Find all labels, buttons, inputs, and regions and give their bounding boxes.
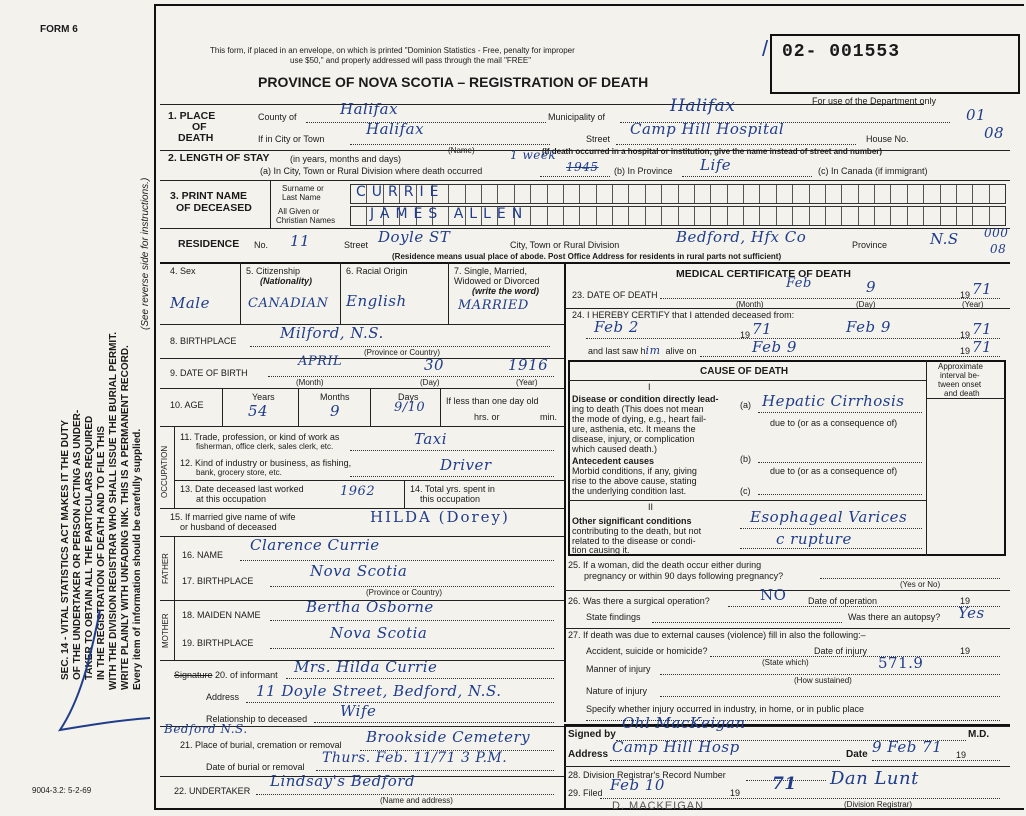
last-saw-text: and last saw h [588, 346, 646, 356]
last-saw-value: Feb 9 [752, 338, 797, 356]
total-years-label-2: this occupation [420, 494, 481, 504]
cert-address-label: Address [568, 749, 609, 760]
registrar-stamp: D. MACKEIGAN [612, 800, 705, 812]
dotted-line [610, 760, 840, 761]
to-year-prefix: 19 [960, 330, 971, 340]
undertaker-hint: (Name and address) [380, 796, 453, 805]
mother-side-label: MOTHER [161, 613, 170, 648]
direct-label-4: ure, asthenia, etc. It means the [572, 424, 696, 434]
form-code: 9004-3.2: 5-2-69 [32, 786, 92, 795]
birthplace-label: 8. BIRTHPLACE [170, 336, 237, 346]
row-line [160, 150, 1010, 151]
dept-code-3: 000 [984, 226, 1009, 240]
sidebar-line-2: OF THE UNDERTAKER OR PERSON ACTING AS UNDER- [72, 409, 83, 680]
mother-birthplace-value: Nova Scotia [330, 624, 428, 642]
citizenship-label-1: 5. Citizenship [246, 266, 301, 276]
trade-value: Taxi [414, 430, 448, 448]
from-year-prefix: 19 [740, 330, 751, 340]
sidebar-line-1: SEC. 14 - VITAL STATISTICS ACT MAKES IT THE DUTY [60, 419, 71, 680]
dotted-line [316, 770, 554, 771]
age-years-value: 54 [248, 402, 269, 420]
part-one-label: I [648, 382, 651, 392]
dept-code-1: 01 [966, 106, 987, 124]
dod-year-hint: (Year) [962, 300, 984, 309]
other-label-3: related to the disease or condi- [572, 536, 696, 546]
stay-b-value: Life [700, 156, 732, 174]
filed-year-prefix: 19 [730, 788, 741, 798]
sidebar-line-5: WITH THE DIVISION REGISTRAR WHO SHALL ISSUE THE BURIAL PERMIT. [108, 332, 119, 690]
dod-day-hint: (Day) [856, 300, 876, 309]
undertaker-value: Lindsay's Bedford [270, 772, 416, 790]
antecedent-label-4: the underlying condition last. [572, 486, 687, 496]
q25-hint: (Yes or No) [900, 580, 941, 589]
findings-label: State findings [586, 612, 641, 622]
birthplace-hint: (Province or Country) [364, 348, 441, 357]
dotted-line [700, 356, 1000, 357]
sex-label: 4. Sex [170, 266, 196, 276]
stay-label: 2. LENGTH OF STAY [168, 152, 270, 164]
col-line [270, 180, 271, 228]
dob-year: 1916 [508, 356, 549, 374]
filed-year: 71 [772, 774, 797, 794]
row-line [926, 398, 1006, 399]
antecedent-label-3: rise to the above cause, stating [572, 476, 697, 486]
state-which-hint: (State which) [762, 658, 809, 667]
citizenship-label-2: (Nationality) [260, 276, 313, 286]
burial-date-value: Thurs. Feb. 11/71 3 P.M. [322, 750, 508, 766]
last-saw-label [588, 346, 697, 356]
age-years-label: Years [252, 392, 275, 402]
dod-month: Feb [786, 276, 812, 291]
operation-date-label: Date of operation [808, 596, 878, 606]
col-line [298, 388, 299, 426]
stay-b-label: (b) In Province [614, 166, 673, 176]
place-label-1: 1. PLACE [168, 110, 216, 122]
occupation-side-label: OCCUPATION [160, 445, 169, 498]
father-name-value: Clarence Currie [250, 536, 380, 554]
burial-place-value: Brookside Cemetery [366, 728, 531, 746]
other-value-2: c rupture [776, 530, 852, 548]
last-worked-label-1: 13. Date deceased last worked [180, 484, 304, 494]
row-line [564, 766, 1010, 767]
father-side-label: FATHER [161, 553, 170, 584]
direct-label-3: the mode of dying, e.g., heart fail- [572, 414, 707, 424]
residence-province-value: N.S [930, 230, 959, 248]
sidebar-line-7: Every item of information should be carefully supplied. [132, 428, 143, 690]
birthplace-value: Milford, N.S. [280, 324, 384, 342]
last-saw-suffix: alive on [665, 346, 697, 356]
father-name-label: 16. NAME [182, 550, 224, 560]
col-line [448, 262, 449, 324]
dept-use-label: For use of the Department only [812, 96, 937, 106]
dotted-line [682, 176, 812, 177]
dotted-line [820, 578, 1000, 579]
stay-c-label: (c) In Canada (if immigrant) [818, 166, 928, 176]
place-label-2: OF [192, 121, 207, 133]
dotted-line [758, 462, 922, 463]
dotted-line [740, 548, 922, 549]
municipality-value: Halifax [670, 96, 736, 116]
injury-date-label: Date of injury [814, 646, 868, 656]
medical-title: MEDICAL CERTIFICATE OF DEATH [676, 268, 851, 280]
age-label: 10. AGE [170, 400, 204, 410]
dotted-line [616, 144, 856, 145]
dept-code-2: 08 [984, 124, 1005, 142]
cause-a-value: Hepatic Cirrhosis [762, 392, 905, 410]
row-line [160, 388, 564, 389]
attended-from: Feb 2 [594, 318, 639, 336]
direct-label-2: ing to death (This does not mean [572, 404, 704, 414]
given-label-2: Christian Names [276, 216, 336, 225]
dotted-line [652, 622, 842, 623]
surname-label-2: Last Name [282, 193, 321, 202]
last-saw-him: im [645, 344, 661, 357]
dotted-line [350, 144, 550, 145]
row-line [160, 228, 1010, 229]
direct-label-6: which caused death.) [572, 444, 658, 454]
how-sustained-hint: (How sustained) [794, 676, 852, 685]
county-label: County of [258, 112, 297, 122]
age-days-value: 9/10 [394, 400, 426, 415]
other-value: Esophageal Varices [750, 508, 908, 526]
dob-day-hint: (Day) [420, 378, 440, 387]
dotted-line [256, 794, 554, 795]
cert-address-value: Camp Hill Hosp [612, 738, 740, 756]
accident-label: Accident, suicide or homicide? [586, 646, 708, 656]
due-to-1: due to (or as a consequence of) [770, 418, 898, 428]
dotted-line [270, 620, 554, 621]
dotted-line [270, 648, 554, 649]
q27-label: 27. If death was due to external causes (violence) fill in also the following:– [568, 630, 866, 640]
dod-year-prefix: 19 [960, 290, 971, 300]
total-years-label-1: 14. Total yrs. spent in [410, 484, 495, 494]
direct-label: Disease or condition directly lead- [572, 394, 719, 404]
dotted-line [314, 722, 554, 723]
dotted-line [286, 678, 554, 679]
burial-place-label: 21. Place of burial, cremation or removal [180, 740, 342, 750]
row-line [564, 628, 1010, 629]
dotted-line [240, 560, 554, 561]
dotted-line [710, 656, 1000, 657]
dod-month-hint: (Month) [736, 300, 764, 309]
col-line [174, 426, 175, 508]
given-name-value: JAMES ALLEN [370, 206, 529, 222]
informant-name: Mrs. Hilda Currie [294, 658, 438, 676]
relationship-value: Wife [340, 702, 377, 720]
record-number-label: 28. Division Registrar's Record Number [568, 770, 726, 780]
street-label: Street [586, 134, 611, 144]
autopsy-label: Was there an autopsy? [848, 612, 941, 622]
row-line [174, 480, 564, 481]
hospital-hint: (If death occurred in a hospital or institution, give the name instead of street and number) [542, 147, 883, 156]
dod-year: 71 [972, 280, 993, 298]
dob-year-hint: (Year) [516, 378, 538, 387]
trade-label-2: fisherman, office clerk, sales clerk, etc. [196, 442, 334, 451]
row-line [160, 358, 564, 359]
given-label-1: All Given or [278, 207, 320, 216]
relationship-label: Relationship to deceased [206, 714, 308, 724]
informant-address-label: Address [206, 692, 240, 702]
marital-label-3: (write the word) [472, 286, 539, 296]
last-saw-year-prefix: 19 [960, 346, 971, 356]
sidebar-line-3: TAKER TO OBTAIN ALL THE PARTICULARS REQUIRED [84, 415, 95, 680]
city-value: Halifax [366, 120, 425, 138]
registration-number: 02- 001553 [782, 42, 901, 62]
signed-by-label: Signed by [568, 729, 616, 740]
filed-value: Feb 10 [610, 776, 665, 794]
city-label: If in City or Town [258, 134, 325, 144]
dotted-line [758, 412, 922, 413]
last-worked-value: 1962 [340, 484, 376, 499]
col-line [340, 262, 341, 324]
dept-code-4: 08 [990, 242, 1007, 256]
dotted-line [306, 122, 546, 123]
interval-label-2: interval be- [940, 371, 980, 380]
spouse-value: HILDA (Dorey) [370, 508, 510, 526]
nature-label: Nature of injury [586, 686, 648, 696]
autopsy-value: Yes [958, 604, 985, 622]
industry-value: Driver [440, 456, 492, 474]
q25-label-2: pregnancy or within 90 days following pregnancy? [584, 571, 784, 581]
dotted-line [660, 696, 1000, 697]
last-saw-year: 71 [972, 338, 993, 356]
place-label-3: DEATH [178, 132, 214, 144]
registrar-signature: Dan Lunt [830, 768, 919, 789]
informant-address: 11 Doyle Street, Bedford, N.S. [256, 682, 502, 700]
antecedent-label: Antecedent causes [572, 456, 655, 466]
informant-strike: Signature [174, 670, 213, 680]
residence-label: RESIDENCE [178, 238, 240, 250]
father-birthplace-hint: (Province or Country) [366, 588, 443, 597]
residence-hint: (Residence means usual place of abode. Post Office Address for residents in rural parts not sufficient) [392, 252, 782, 261]
dotted-line [740, 528, 922, 529]
mother-birthplace-label: 19. BIRTHPLACE [182, 638, 254, 648]
mother-maiden-value: Bertha Osborne [306, 598, 434, 616]
sidebar-line-6: WRITE PLAINLY WITH UNFADING INK. THIS IS A PERMANENT RECORD. [120, 345, 131, 690]
less-day-label-1: If less than one day old [446, 396, 539, 406]
stay-hint: (in years, months and days) [290, 154, 402, 164]
dotted-line [350, 476, 554, 477]
dod-label: 23. DATE OF DEATH [572, 290, 658, 300]
q26-value: NO [760, 586, 787, 604]
dob-month: APRIL [298, 354, 343, 369]
cert-year-prefix: 19 [956, 750, 967, 760]
mother-maiden-label: 18. MAIDEN NAME [182, 610, 261, 620]
spouse-label-1: 15. If married give name of wife [170, 512, 296, 522]
father-birthplace-value: Nova Scotia [310, 562, 408, 580]
col-line [370, 388, 371, 426]
col-line [926, 360, 927, 556]
antecedent-label-2: Morbid conditions, if any, giving [572, 466, 697, 476]
envelope-notice-2: use $50," and properly addressed will pass through the mail "FREE" [290, 56, 532, 65]
municipality-label: Municipality of [548, 112, 606, 122]
injury-year-prefix: 19 [960, 646, 971, 656]
certify-label: 24. I HEREBY CERTIFY that I attended deceased from: [572, 310, 795, 320]
dotted-line [350, 450, 554, 451]
other-label: Other significant conditions [572, 516, 692, 526]
less-day-label-3: min. [540, 412, 558, 422]
other-label-2: contributing to the death, but not [572, 526, 702, 536]
sidebar-line-8: (See reverse side for instructions.) [140, 177, 151, 330]
interval-label-4: and death [944, 389, 980, 398]
residence-division-value: Bedford, Hfx Co [676, 228, 807, 246]
part-two-label: II [648, 502, 654, 512]
registrar-hint: (Division Registrar) [844, 800, 913, 809]
marital-label-1: 7. Single, Married, [454, 266, 528, 276]
attended-to: Feb 9 [846, 318, 891, 336]
marital-label-2: Widowed or Divorced [454, 276, 540, 286]
dotted-line [758, 494, 922, 495]
marital-value: MARRIED [458, 298, 529, 313]
cause-b-prefix: (b) [740, 454, 751, 464]
stay-a-strike: 1945 [566, 160, 599, 174]
dotted-line [660, 674, 1000, 675]
dod-day: 9 [866, 278, 877, 296]
sex-value: Male [170, 294, 210, 312]
dotted-line [660, 298, 1000, 299]
name-label-2: OF DECEASED [176, 202, 252, 214]
age-months-value: 9 [330, 402, 341, 420]
residence-street-value: Doyle ST [378, 228, 451, 246]
street-value: Camp Hill Hospital [630, 120, 785, 138]
residence-street-label: Street [344, 240, 369, 250]
attended-from-year: 71 [752, 320, 773, 338]
col-line [440, 388, 441, 426]
dotted-line [270, 586, 554, 587]
interval-label-3: tween onset [938, 380, 982, 389]
dob-label: 9. DATE OF BIRTH [170, 368, 248, 378]
dotted-line [250, 346, 550, 347]
col-line [240, 262, 241, 324]
row-line [160, 104, 924, 105]
racial-value: English [346, 292, 407, 310]
age-months-label: Months [320, 392, 350, 402]
informant-label-text: 20. of informant [215, 670, 278, 680]
dotted-line [246, 702, 554, 703]
stay-a-value: 1 week [510, 148, 557, 162]
envelope-notice-1: This form, if placed in an envelope, on which is printed "Dominion Statistics - Free, penalty for improper [210, 46, 575, 55]
manner-value: 571.9 [878, 654, 924, 672]
burial-place-prefix: Bedford N.S. [164, 722, 248, 736]
dob-month-hint: (Month) [296, 378, 324, 387]
form-title: PROVINCE OF NOVA SCOTIA – REGISTRATION OF DEATH [258, 74, 649, 90]
q25-label-1: 25. If a woman, did the death occur either during [568, 560, 762, 570]
form-number: FORM 6 [40, 24, 78, 35]
registration-check-mark: / [762, 36, 769, 61]
filed-label: 29. Filed [568, 788, 603, 798]
row-line [564, 308, 1010, 309]
name-label-1: 3. PRINT NAME [170, 190, 248, 202]
dotted-line [268, 376, 554, 377]
other-label-4: tion causing it. [572, 545, 630, 555]
father-birthplace-label: 17. BIRTHPLACE [182, 576, 254, 586]
specify-label: Specify whether injury occurred in industry, in home, or in public place [586, 704, 864, 714]
md-label: M.D. [968, 729, 990, 740]
residence-no-value: 11 [290, 232, 311, 250]
row-line [568, 380, 926, 381]
informant-label [174, 670, 278, 680]
less-day-label-2: hrs. or [474, 412, 500, 422]
stay-a-label: (a) In City, Town or Rural Division where death occurred [260, 166, 483, 176]
dotted-line [600, 798, 1000, 799]
cause-a-prefix: (a) [740, 400, 751, 410]
interval-label-1: Approximate [938, 362, 983, 371]
due-to-2: due to (or as a consequence of) [770, 466, 898, 476]
cert-date-label: Date [846, 749, 868, 760]
pen-stroke-mark [50, 600, 160, 750]
dob-day: 30 [424, 356, 445, 374]
col-line [404, 480, 405, 508]
row-line [564, 590, 1010, 591]
row-line [160, 180, 1010, 181]
col-line [222, 388, 223, 426]
operation-year-prefix: 19 [960, 596, 971, 606]
form-top-border [154, 4, 1024, 6]
racial-label: 6. Racial Origin [346, 266, 408, 276]
cause-title: CAUSE OF DEATH [700, 366, 789, 377]
row-line [568, 500, 926, 501]
surname-label-1: Surname or [282, 184, 324, 193]
row-line [160, 426, 564, 427]
cert-date-value: 9 Feb 71 [872, 738, 943, 756]
city-name-hint: (Name) [448, 146, 475, 155]
surname-value: CURRIE [356, 184, 445, 200]
col-line [174, 536, 175, 600]
sidebar-line-4: IN THE REGISTRATION OF DEATH AND TO FILE THIS [96, 425, 107, 680]
direct-label-5: disease, injury, or complication [572, 434, 695, 444]
row-line [160, 726, 1010, 727]
attended-to-year: 71 [972, 320, 993, 338]
residence-no-label: No. [254, 240, 269, 250]
trade-label-1: 11. Trade, profession, or kind of work as [180, 432, 340, 442]
industry-label-1: 12. Kind of industry or business, as fishing, [180, 458, 352, 468]
section-line [160, 262, 1010, 264]
dotted-line [540, 176, 610, 177]
spouse-label-2: or husband of deceased [180, 522, 277, 532]
undertaker-label: 22. UNDERTAKER [174, 786, 251, 796]
column-divider [564, 262, 566, 722]
county-value: Halifax [340, 100, 399, 118]
cause-c-prefix: (c) [740, 486, 751, 496]
col-line [174, 600, 175, 660]
q26-label: 26. Was there a surgical operation? [568, 596, 710, 606]
burial-date-label: Date of burial or removal [206, 762, 305, 772]
age-days-label: Days [398, 392, 419, 402]
dotted-line [872, 760, 1000, 761]
signed-by-value: Ohl MacKeigan [622, 714, 746, 732]
manner-label: Manner of injury [586, 664, 651, 674]
last-worked-label-2: at this occupation [196, 494, 267, 504]
residence-province-label: Province [852, 240, 888, 250]
residence-division-label: City, Town or Rural Division [510, 240, 620, 250]
industry-label-2: bank, grocery store, etc. [196, 468, 282, 477]
house-label: House No. [866, 134, 909, 144]
citizenship-value: CANADIAN [248, 296, 329, 311]
surname-boxes [350, 184, 1006, 204]
